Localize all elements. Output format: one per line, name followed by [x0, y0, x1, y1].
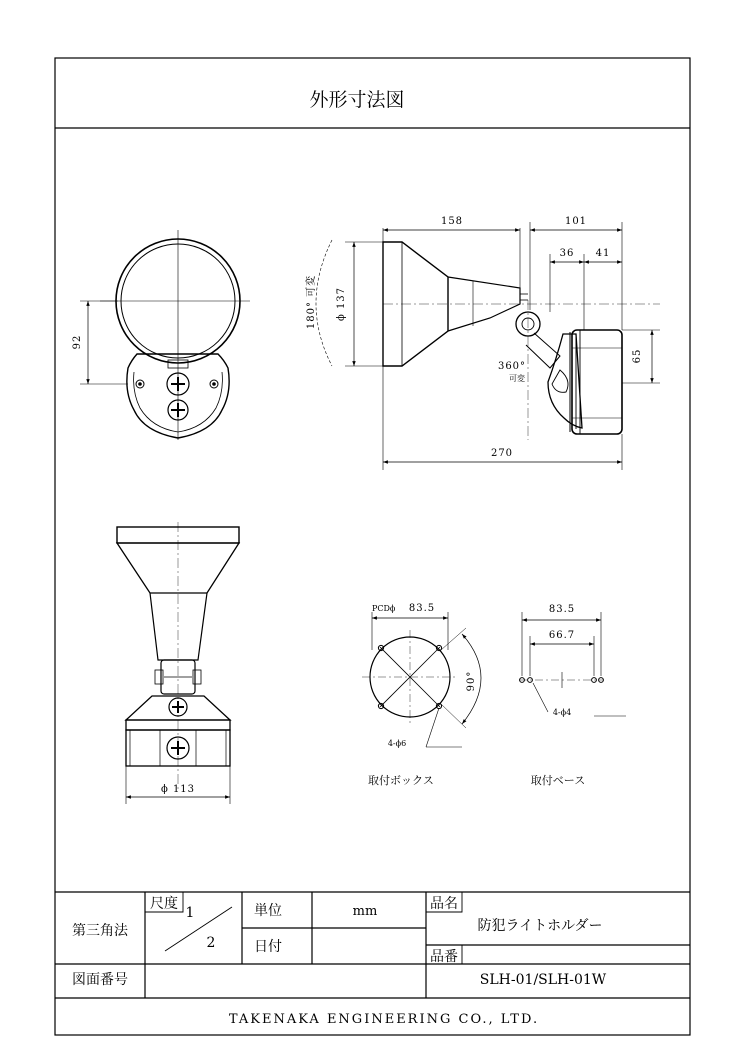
bottom-view	[117, 522, 239, 804]
drawing-number-label: 図面番号	[72, 972, 128, 988]
dim-phi137: ϕ 137	[336, 286, 347, 322]
unit-value: mm	[352, 904, 378, 919]
dim-92: 92	[72, 334, 83, 350]
dim-66-7: 66.7	[548, 630, 576, 641]
dim-90-deg: 90°	[466, 670, 477, 692]
dim-box-83-5: 83.5	[408, 603, 436, 614]
hole-4-phi4: 4-ϕ4	[552, 708, 572, 717]
product-number-label: 品番	[430, 949, 458, 965]
scale-numerator: 1	[185, 905, 195, 921]
product-name-label: 品名	[430, 896, 458, 912]
dim-180-variable: 180° 可変	[306, 274, 317, 330]
caption-mounting-box: 取付ボックス	[368, 774, 434, 787]
projection-label: 第三角法	[72, 923, 128, 939]
product-name-value: 防犯ライトホルダー	[477, 918, 603, 934]
dim-158: 158	[440, 216, 464, 227]
front-view	[80, 230, 250, 440]
unit-label: 単位	[254, 903, 282, 919]
hole-4-phi6: 4-ϕ6	[387, 739, 407, 748]
dim-pcd: PCDϕ	[372, 604, 396, 613]
dim-36: 36	[559, 248, 575, 259]
scale-label: 尺度	[150, 896, 178, 912]
date-label: 日付	[254, 939, 282, 955]
caption-mounting-base: 取付ベース	[530, 774, 586, 787]
dim-101: 101	[564, 216, 588, 227]
product-number-value: SLH-01/SLH-01W	[479, 972, 607, 988]
dim-360-variable: 可変	[509, 374, 525, 383]
dim-270: 270	[490, 448, 514, 459]
dim-65: 65	[632, 348, 643, 364]
mounting-box-view	[362, 612, 481, 747]
drawing-title: 外形寸法図	[309, 89, 405, 111]
company-name: TAKENAKA ENGINEERING CO., LTD.	[228, 1012, 540, 1027]
dim-base-83-5: 83.5	[548, 604, 576, 615]
dim-360: 360°	[497, 361, 527, 372]
side-view	[316, 222, 660, 470]
dim-41: 41	[595, 248, 611, 259]
dim-phi113: ϕ 113	[160, 784, 196, 795]
mounting-base-view	[519, 612, 626, 716]
sheet-border	[55, 58, 690, 1035]
scale-denominator: 2	[206, 935, 216, 951]
